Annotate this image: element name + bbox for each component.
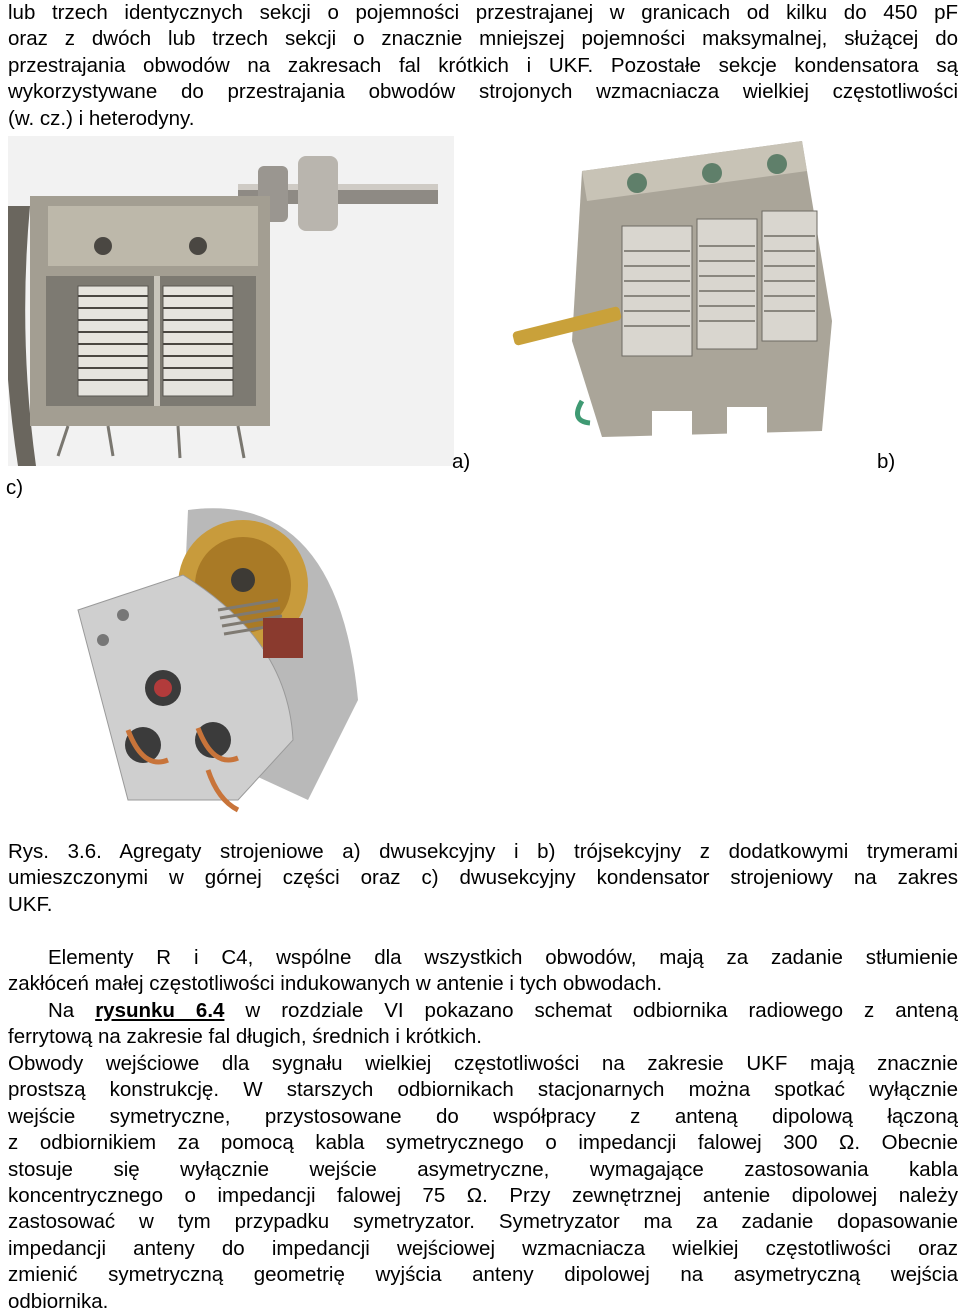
intro-line: oraz z dwóch lub trzech sekcji o znacznie mniejszej pojemności maksymalnej, służącej do xyxy=(8,27,958,51)
paragraph-input-circuits xyxy=(8,1051,958,1315)
paragraph-line: impedancji anteny do impedancji wejściowej wzmacniacza wielkiej częstotliwości oraz xyxy=(8,1236,958,1260)
photo-c xyxy=(8,500,454,832)
paragraph-line: zakłóceń małej częstotliwości indukowanych w antenie i tych obwodach. xyxy=(8,972,663,996)
figure-caption xyxy=(8,839,958,918)
intro-line: (w. cz.) i heterodyny. xyxy=(8,106,195,130)
paragraph-line: Obwody wejściowe dla sygnału wielkiej częstotliwości na zakresie UKF mają znacznie xyxy=(8,1052,958,1075)
photo-a xyxy=(8,136,454,466)
paragraph-line: prostszą konstrukcję. W starszych odbiornikach stacjonarnych można spotkać wyłącznie xyxy=(8,1078,958,1102)
paragraph-line: ferrytową na zakresie fal długich, średnich i krótkich. xyxy=(8,1025,482,1049)
paragraph-line: Elementy R i C4, wspólne dla wszystkich obwodów, mają za zadanie stłumienie xyxy=(48,946,958,969)
intro-line: lub trzech identycznych sekcji o pojemności przestrajanej w granicach od kilku do 450 pF xyxy=(8,1,958,24)
paragraph-line: z odbiornikiem za pomocą kabla symetrycznego o impedancji falowej 300 Ω. Obecnie xyxy=(8,1131,958,1155)
figure-6-4-link[interactable]: rysunku 6.4 xyxy=(95,999,225,1022)
capacitor-c-illustration xyxy=(8,500,454,832)
capacitor-a-illustration xyxy=(8,136,454,466)
figure-label-c: c) xyxy=(6,476,24,499)
figure-label-a: a) xyxy=(452,450,471,473)
intro-line: wykorzystywane do przestrajania obwodów strojonych wzmacniacza wielkiej częstotliwości xyxy=(8,80,958,104)
paragraph-line: odbiornika. xyxy=(8,1289,109,1313)
reference-suffix: w rozdziale VI pokazano schemat odbiornika radiowego z anteną xyxy=(224,999,958,1022)
caption-line: Rys. 3.6. Agregaty strojeniowe a) dwusekcyjny i b) trójsekcyjny z dodatkowymi trymerami xyxy=(8,840,958,863)
paragraph-line: wejście symetryczne, przystosowane do współpracy z anteną dipolową łączoną xyxy=(8,1104,958,1128)
photo-b xyxy=(472,131,872,443)
capacitor-b-illustration xyxy=(472,131,872,443)
paragraph-line: zastosować w tym przypadku symetryzator. Symetryzator ma za zadanie dopasowanie xyxy=(8,1210,958,1234)
paragraph-elements xyxy=(8,945,958,998)
paragraph-figure-reference xyxy=(8,998,958,1051)
intro-paragraph xyxy=(8,0,958,132)
paragraph-line: zmienić symetryczną geometrię wyjścia anteny dipolowej na asymetryczną wejścia xyxy=(8,1263,958,1287)
reference-prefix: Na xyxy=(48,999,96,1022)
caption-line: umieszczonymi w górnej części oraz c) dwusekcyjny kondensator strojeniowy na zakres xyxy=(8,866,958,890)
caption-line: UKF. xyxy=(8,892,53,916)
figure-label-b: b) xyxy=(877,450,896,473)
paragraph-line: stosuje się wyłącznie wejście asymetryczne, wymagające zastosowania kabla xyxy=(8,1157,958,1181)
intro-line: przestrajania obwodów na zakresach fal krótkich i UKF. Pozostałe sekcje kondensatora są xyxy=(8,53,958,77)
paragraph-line xyxy=(8,998,958,1024)
paragraph-line: koncentrycznego o impedancji falowej 75 Ω. Przy zewnętrznej antenie dipolowej należy xyxy=(8,1183,958,1207)
